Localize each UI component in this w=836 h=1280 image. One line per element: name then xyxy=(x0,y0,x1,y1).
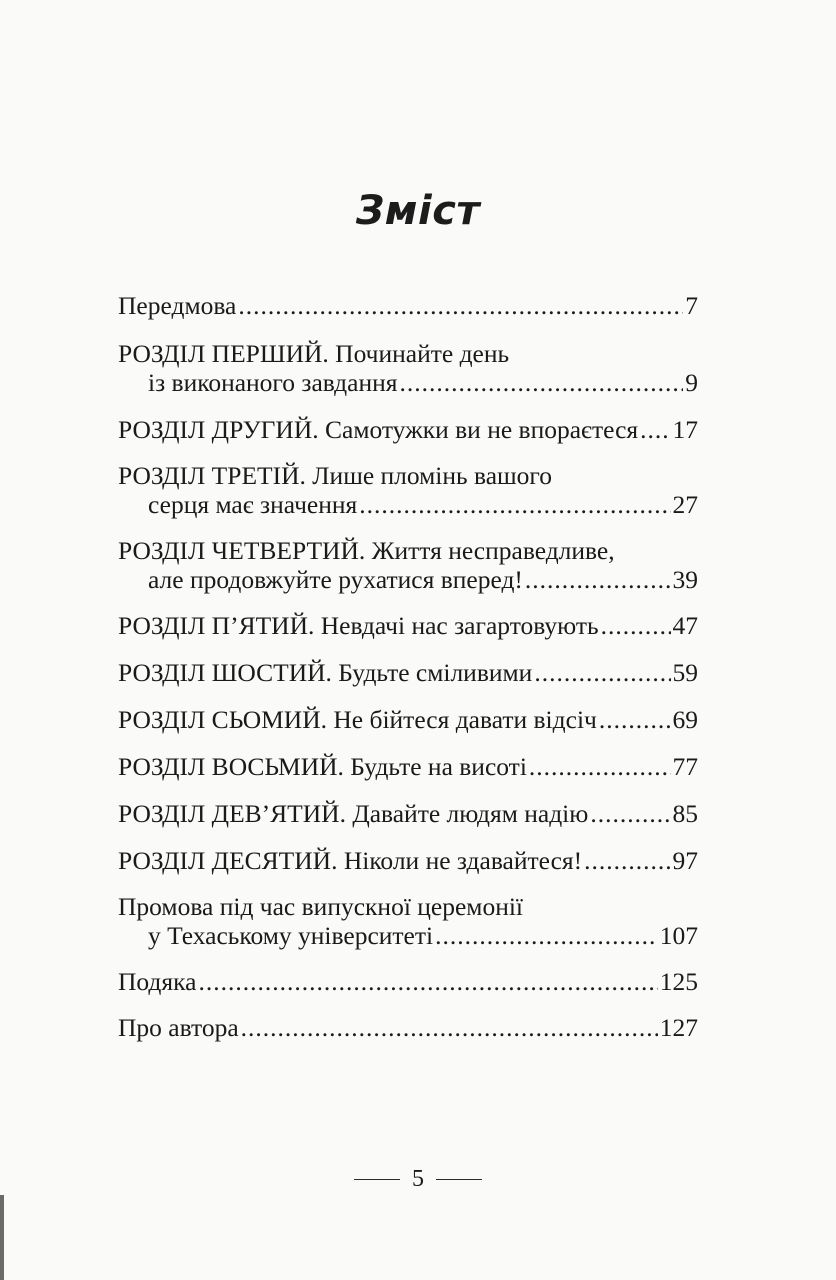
toc-page-number: 125 xyxy=(659,967,698,996)
table-of-contents xyxy=(118,0,698,1100)
toc-page-number: 69 xyxy=(672,705,698,734)
dot-leader xyxy=(238,289,683,323)
toc-page-number: 107 xyxy=(659,921,698,950)
toc-entry-chapter-9[interactable] xyxy=(118,797,698,831)
toc-entry-title: РОЗДІЛ ДЕВ’ЯТИЙ. Давайте людям надію xyxy=(118,799,589,828)
page-number: 5 xyxy=(412,1165,424,1192)
toc-page-number: 77 xyxy=(672,752,698,781)
toc-entry-chapter-1-line-2[interactable] xyxy=(118,366,698,400)
toc-entry-about-author[interactable] xyxy=(118,1011,698,1045)
dot-leader xyxy=(599,703,671,737)
toc-entry-chapter-2[interactable] xyxy=(118,413,698,447)
toc-page-number: 17 xyxy=(672,415,698,444)
toc-entry-speech-line-2[interactable] xyxy=(118,919,698,953)
toc-entry-title: РОЗДІЛ ДЕСЯТИЙ. Ніколи не здавайтеся! xyxy=(118,846,583,875)
footer-rule-right xyxy=(436,1179,482,1180)
toc-entry-acknowledgements[interactable] xyxy=(118,965,698,999)
toc-page-number: 97 xyxy=(672,846,698,875)
toc-entry-chapter-6[interactable] xyxy=(118,656,698,690)
page-footer xyxy=(0,1162,836,1196)
toc-entry-title: РОЗДІЛ СЬОМИЙ. Не бійтеся давати відсіч xyxy=(118,705,597,734)
dot-leader xyxy=(525,563,671,597)
toc-entry-title: Передмова xyxy=(118,291,237,320)
page-edge-shadow xyxy=(0,1195,4,1280)
toc-entry-chapter-7[interactable] xyxy=(118,703,698,737)
toc-entry-title: Подяка xyxy=(118,967,197,996)
toc-page-number: 39 xyxy=(672,565,698,594)
toc-entry-chapter-5[interactable] xyxy=(118,609,698,643)
page-title: Зміст xyxy=(355,188,481,234)
toc-entry-chapter-4-line-2[interactable] xyxy=(118,563,698,597)
footer-rule-left xyxy=(354,1179,400,1180)
toc-entry-chapter-8[interactable] xyxy=(118,750,698,784)
toc-entry-preface[interactable] xyxy=(118,289,698,323)
dot-leader xyxy=(435,919,658,953)
toc-page-number: 127 xyxy=(659,1013,698,1042)
dot-leader xyxy=(399,366,683,400)
toc-page-number: 59 xyxy=(672,658,698,687)
toc-entry-title-continued: але продовжуйте рухатися вперед! xyxy=(148,565,523,594)
dot-leader xyxy=(241,1011,658,1045)
toc-page-number: 85 xyxy=(672,799,698,828)
dot-leader xyxy=(359,488,670,522)
toc-entry-title: Промова під час випускної церемонії xyxy=(118,892,524,921)
toc-page-number: 47 xyxy=(672,611,698,640)
toc-entry-title: РОЗДІЛ ТРЕТІЙ. Лише пломінь вашого xyxy=(118,461,553,490)
toc-entry-title: РОЗДІЛ ЧЕТВЕРТИЙ. Життя несправедливе, xyxy=(118,536,615,565)
toc-entry-title-continued: серця має значення xyxy=(148,490,358,519)
toc-entry-chapter-10[interactable] xyxy=(118,844,698,878)
toc-entry-title: РОЗДІЛ ВОСЬМИЙ. Будьте на висоті xyxy=(118,752,527,781)
toc-entry-title: РОЗДІЛ ПЕРШИЙ. Починайте день xyxy=(118,339,510,368)
toc-page-number: 27 xyxy=(672,490,698,519)
toc-entry-title: РОЗДІЛ ДРУГИЙ. Самотужки ви не впораєтеся xyxy=(118,415,639,444)
dot-leader xyxy=(534,656,670,690)
dot-leader xyxy=(640,413,670,447)
toc-entry-title: Про автора xyxy=(118,1013,239,1042)
dot-leader xyxy=(590,797,670,831)
dot-leader xyxy=(601,609,671,643)
toc-entry-title: РОЗДІЛ ШОСТИЙ. Будьте сміливими xyxy=(118,658,533,687)
toc-entry-title-continued: із виконаного завдання xyxy=(148,368,398,397)
dot-leader xyxy=(529,750,671,784)
dot-leader xyxy=(584,844,670,878)
dot-leader xyxy=(198,965,657,999)
toc-entry-chapter-3-line-2[interactable] xyxy=(118,488,698,522)
toc-page-number: 7 xyxy=(685,291,698,320)
toc-page-number: 9 xyxy=(685,368,698,397)
toc-entry-title: РОЗДІЛ П’ЯТИЙ. Невдачі нас загартовують xyxy=(118,611,599,640)
toc-entry-title-continued: у Техаському університеті xyxy=(148,921,434,950)
